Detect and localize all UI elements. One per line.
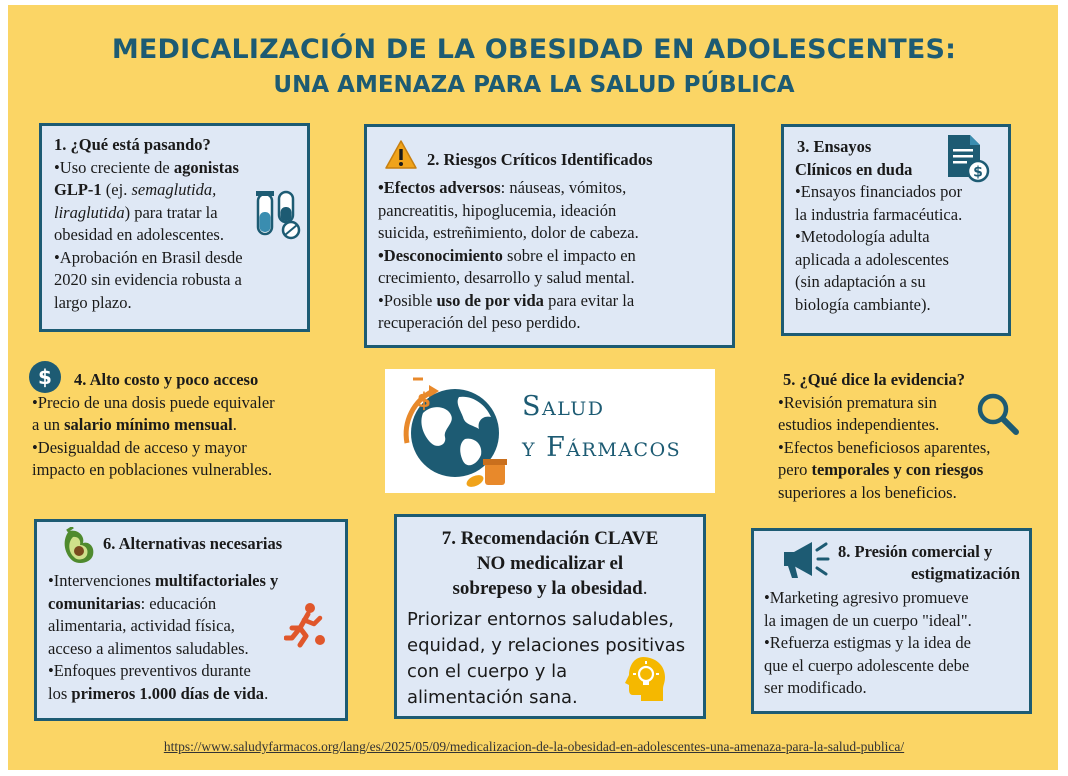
section-8-heading-2: estigmatización (910, 564, 1020, 583)
s1-text: •Aprobación en Brasil desde (54, 247, 243, 267)
s4-text: •Precio de una dosis puede equivaler (32, 392, 275, 412)
s2-text: recuperación del peso perdido. (378, 313, 581, 332)
s1-text: largo plazo. (54, 292, 132, 312)
s2-text: para evitar la (543, 290, 635, 310)
section-7-heading-2: NO medicalizar el (476, 553, 624, 574)
section-4 (32, 369, 362, 482)
s4-text: . (232, 415, 237, 434)
magnifier-icon (975, 392, 1021, 436)
s5-text: •Revisión prematura sin (778, 392, 937, 412)
s2-text: •Posible (378, 290, 437, 310)
s2-text: crecimiento, desarrollo y salud mental. (378, 268, 635, 287)
s7-text: con el cuerpo y la (407, 661, 568, 682)
s7-text: Priorizar entornos saludables, (407, 609, 674, 630)
section-5 (778, 369, 1053, 504)
title-line-1: MEDICALIZACIÓN DE LA OBESIDAD EN ADOLESCENTES: (111, 34, 957, 65)
s1-italic: semaglutida, (131, 180, 217, 199)
document-dollar-icon (944, 133, 990, 183)
section-8-box (751, 528, 1032, 714)
s6-text: •Intervenciones (48, 571, 156, 590)
s4-text: •Desigualdad de acceso y mayor (32, 437, 247, 457)
s5-bold: temporales y con riesgos (811, 460, 984, 479)
source-url-link[interactable]: https://www.saludyfarmacos.org/lang/es/2025/05/09/medicalizacion-de-la-obesidad-en-adolescentes-una-amenaza-para-la-salud-publica/ (163, 739, 905, 754)
globe-logo-icon (393, 373, 513, 489)
s2-text: suicida, estreñimiento, dolor de cabeza. (378, 223, 639, 242)
s2-bold: •Efectos adversos (378, 178, 501, 197)
section-8-heading-1: 8. Presión comercial y (838, 542, 993, 561)
s3-text: aplicada a adolescentes (795, 249, 949, 269)
warning-icon (384, 139, 418, 170)
s3-text: la industria farmacéutica. (795, 204, 963, 224)
section-6-box (34, 519, 348, 721)
s4-text: impacto en poblaciones vulnerables. (32, 460, 273, 479)
s2-text: pancreatitis, hipoglucemia, ideación (378, 200, 617, 220)
s2-bold: uso de por vida (436, 290, 544, 310)
s6-text: alimentaria, actividad física, (48, 616, 235, 635)
section-5-heading: 5. ¿Qué dice la evidencia? (783, 370, 965, 389)
s1-text: (ej. (101, 180, 132, 199)
section-4-heading: 4. Alto costo y poco acceso (74, 370, 259, 389)
s7-text: alimentación sana. (407, 687, 578, 708)
s3-text: (sin adaptación a su (795, 272, 926, 291)
s1-text: 2020 sin evidencia robusta a (54, 270, 242, 289)
s5-text: estudios independientes. (778, 415, 940, 434)
svg-text:$: $ (417, 388, 431, 412)
section-3-heading-2: Clínicos en duda (795, 159, 913, 179)
title-line-2: UNA AMENAZA PARA LA SALUD PÚBLICA (273, 72, 795, 98)
logo-text-line-1: Salud (522, 391, 605, 422)
s5-text: pero (778, 460, 812, 479)
section-7-box (394, 514, 706, 719)
s6-bold: primeros 1.000 días de vida (71, 683, 265, 703)
s8-text: que el cuerpo adolescente debe (764, 655, 970, 675)
s3-text: •Metodología adulta (795, 227, 930, 246)
section-2-box (364, 124, 735, 348)
section-7-heading-1: 7. Recomendación CLAVE (441, 528, 659, 549)
s4-text: a un (32, 415, 65, 434)
s6-text: : educación (140, 593, 217, 613)
s7-text: . (642, 578, 648, 599)
s1-text: obesidad en adolescentes. (54, 225, 224, 244)
s6-text: acceso a alimentos saludables. (48, 638, 249, 658)
megaphone-icon (782, 538, 834, 582)
lightbulb-head-icon (623, 655, 667, 703)
s1-bold: GLP-1 (54, 180, 102, 199)
s6-bold: comunitarias (48, 593, 141, 613)
s1-bold: agonistas (173, 157, 239, 177)
runner-icon (284, 602, 328, 648)
s1-text: ) para tratar la (124, 202, 218, 222)
section-2-heading: 2. Riesgos Críticos Identificados (427, 150, 653, 169)
svg-text:$: $ (973, 164, 983, 181)
logo-text-line-2: y Fármacos (522, 432, 682, 463)
pill-vials-icon (255, 188, 301, 240)
s6-bold: multifactoriales y (155, 571, 279, 590)
section-1-box (39, 123, 310, 332)
s2-text: sobre el impacto en (502, 245, 636, 265)
s7-text: equidad, y relaciones positivas (407, 635, 686, 656)
s6-text: •Enfoques preventivos durante (48, 661, 251, 680)
s8-text: la imagen de un cuerpo "ideal". (764, 610, 972, 630)
s2-bold: •Desconocimiento (378, 245, 503, 265)
section-6-heading: 6. Alternativas necesarias (103, 534, 283, 553)
section-7-heading-3: sobrepeso y la obesidad (452, 578, 643, 599)
s8-text: •Refuerza estigmas y la idea de (764, 633, 971, 652)
s4-bold: salario mínimo mensual (64, 415, 233, 434)
s1-italic: liraglutida (54, 202, 125, 222)
s6-text: . (264, 683, 269, 703)
s1-text: •Uso creciente de (54, 157, 174, 177)
svg-text:$: $ (38, 365, 52, 389)
section-3-heading-1: 3. Ensayos (797, 137, 872, 156)
section-3-box (781, 124, 1011, 336)
avocado-icon (59, 527, 103, 567)
s8-text: ser modificado. (764, 678, 867, 697)
s5-text: superiores a los beneficios. (778, 482, 957, 502)
s6-text: los (48, 683, 72, 703)
s3-text: •Ensayos financiados por (795, 182, 963, 201)
s8-text: •Marketing agresivo promueve (764, 588, 969, 607)
s5-text: •Efectos beneficiosos aparentes, (778, 437, 991, 457)
s2-text: : náuseas, vómitos, (500, 178, 627, 197)
s3-text: biología cambiante). (795, 294, 931, 314)
salud-y-farmacos-logo (385, 369, 715, 493)
section-1-heading: 1. ¿Qué está pasando? (54, 135, 211, 154)
